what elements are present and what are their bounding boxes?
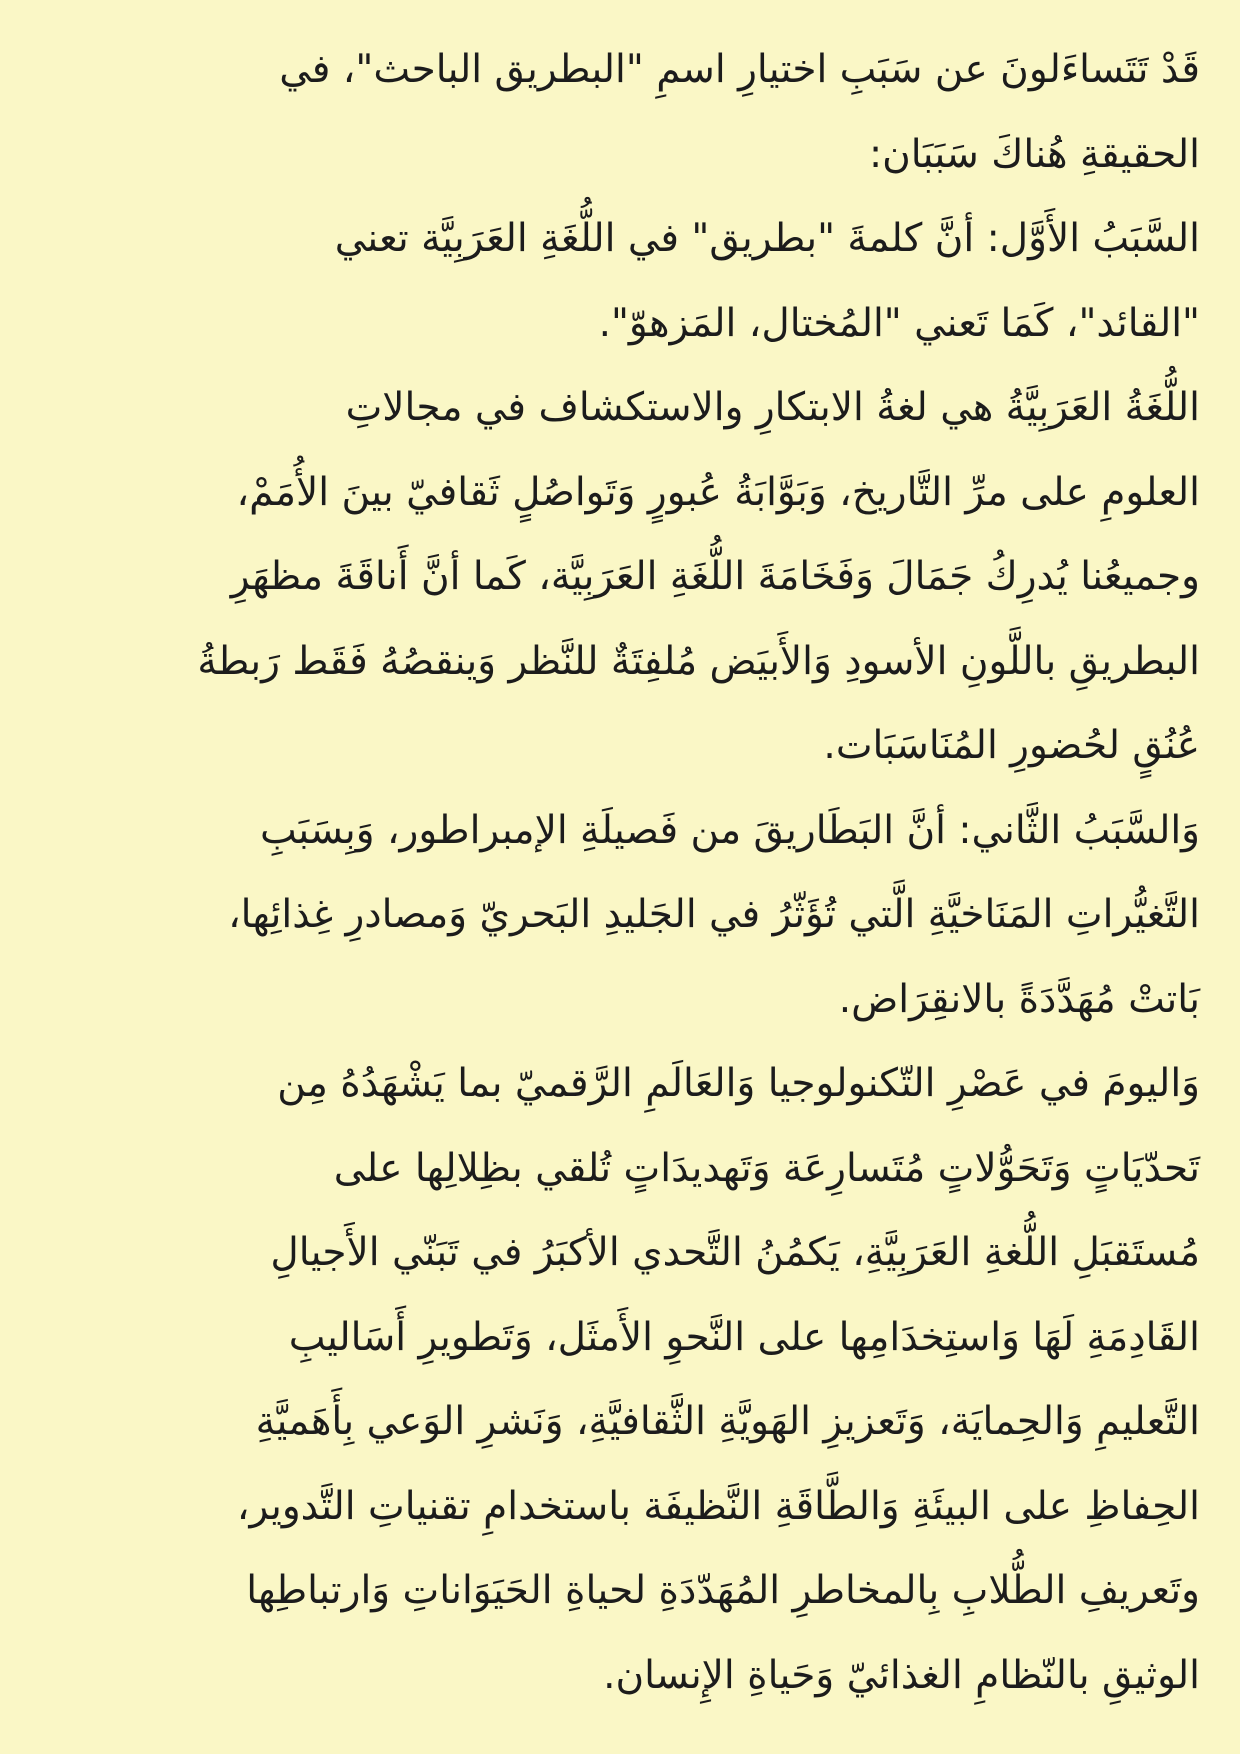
text-line: وَالسَّبَبُ الثَّاني: أنَّ البَطَاريقَ من فَصيلَةِ الإمبراطور، وَبِسَبَبِ: [260, 807, 1200, 853]
text-line: وجميعُنا يُدرِكُ جَمَالَ وَفَخَامَةَ اللُّغَةِ العَرَبِيَّة، كَما أنَّ أَناقَةَ مظهَرِ: [230, 554, 1200, 599]
text-line: التَّغيُّراتِ المَنَاخيَّةِ الَّتي تُؤَثّرُ في الجَليدِ البَحريّ وَمصادرِ غِذائِها،: [228, 892, 1200, 937]
text-line: اللُّغَةُ العَرَبِيَّةُ هي لغةُ الابتكارِ والاستكشاف في مجالاتِ: [345, 385, 1200, 430]
text-line: مُستَقبَلِ اللُّغةِ العَرَبِيَّةِ، يَكمُنُ التَّحدي الأكبَرُ في تَبَنّي الأَجيالِ: [270, 1230, 1200, 1275]
text-line: البطريقِ باللَّونِ الأسودِ وَالأَبيَض مُلفِتَةٌ للنَّظر وَينقصُهُ فَقَط رَبطةُ: [197, 638, 1200, 684]
text-line: الوثيقِ بالنّظامِ الغذائيّ وَحَياةِ الإِنسان.: [603, 1652, 1200, 1698]
text-line: تَحدّيَاتٍ وَتَحَوُّلاتٍ مُتَسارِعَة وَتَهديدَاتٍ تُلقي بظِلالِها على: [333, 1145, 1200, 1191]
text-line: وتَعريفِ الطُّلابِ بِالمخاطرِ المُهَدّدَةِ لحياةِ الحَيَوَاناتِ وَارتباطِها: [246, 1568, 1200, 1613]
text-line: عُنُقٍ لحُضورِ المُنَاسَبَات.: [823, 723, 1200, 768]
text-line: الحقيقةِ هُناكَ سَبَبَان:: [868, 131, 1200, 177]
document-body: [40, 28, 1200, 1718]
text-line: قَدْ تَتَساءَلونَ عن سَبَبِ اختيارِ اسمِ "البطريق الباحث"، في: [279, 47, 1200, 92]
text-line: بَاتتْ مُهَدَّدَةً بالانقِرَاض.: [838, 976, 1200, 1022]
text-line: التَّعليمِ وَالحِمايَة، وَتَعزيزِ الهَويَّةِ الثَّقافيَّةِ، وَنَشرِ الوَعي بِأَهَميَّةِ: [255, 1399, 1200, 1444]
text-line: الحِفاظِ على البيئَةِ وَالطَّاقَةِ النَّظيفَة باستخدامِ تقنياتِ التَّدوير،: [236, 1483, 1200, 1529]
text-line: "القائد"، كَمَا تَعني "المُختال، المَزهوّ".: [598, 300, 1200, 346]
text-line: وَاليومَ في عَصْرِ التّكنولوجيا وَالعَالَمِ الرَّقميّ بما يَشْهَدُهُ مِن: [277, 1061, 1200, 1106]
text-line: السَّبَبُ الأَوَّل: أنَّ كلمةَ "بطريق" في اللُّغَةِ العَرَبِيَّة تعني: [334, 216, 1200, 261]
text-line: القَادِمَةِ لَهَا وَاستِخدَامِها على النَّحوِ الأَمثَل، وَتَطويرِ أَسَاليبِ: [288, 1314, 1200, 1360]
text-line: العلومِ على مرِّ التَّاريخ، وَبَوَّابَةُ عُبورٍ وَتَواصُلٍ ثَقافيّ بينَ الأُمَمْ،: [236, 469, 1200, 515]
